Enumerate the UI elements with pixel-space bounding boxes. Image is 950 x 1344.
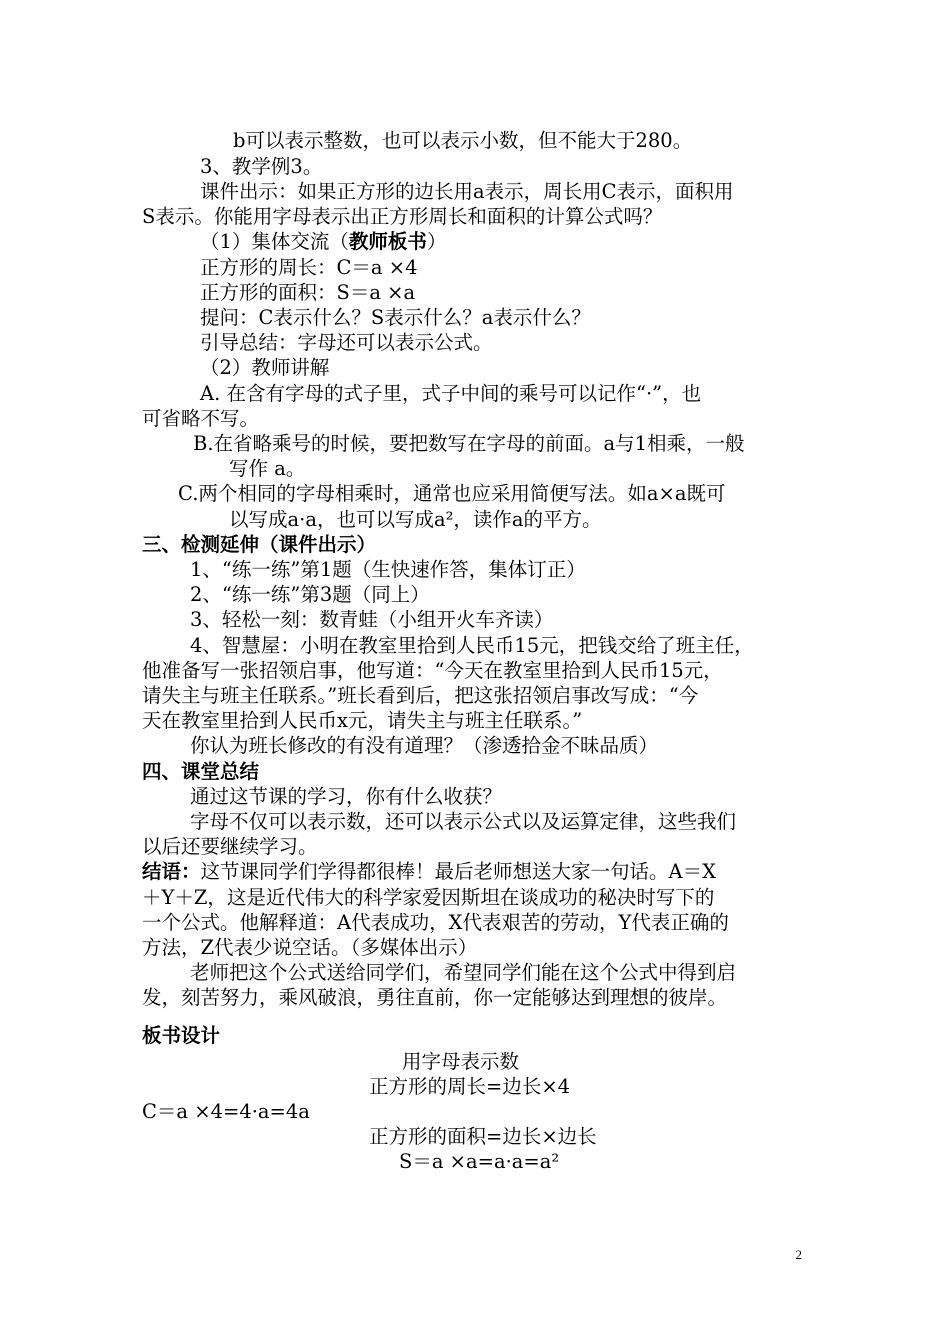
text-line: C.两个相同的字母相乘时，通常也应采用简便写法。如a×a既可 — [178, 482, 726, 505]
text-line: 他准备写一张招领启事，他写道：“今天在教室里拾到人民币15元， — [142, 659, 723, 682]
text-line — [142, 859, 716, 884]
section-heading-3: 三、检测延伸（课件出示） — [142, 533, 377, 556]
text-line: 一个公式。他解释道：A代表成功，X代表艰苦的劳动，Y代表正确的 — [142, 911, 729, 934]
board-design-heading: 板书设计 — [142, 1024, 221, 1047]
board-line: 正方形的面积=边长×边长 — [369, 1125, 597, 1148]
text-line: 老师把这个公式送给同学们，希望同学们能在这个公式中得到启 — [190, 961, 737, 984]
list-item: 1、“练一练”第1题（生快速作答，集体订正） — [190, 558, 586, 581]
text-span: ） — [426, 230, 447, 253]
text-line: 写作 a。 — [229, 457, 306, 480]
text-line: ＋Y＋Z，这是近代伟大的科学家爱因斯坦在谈成功的秘决时写下的 — [142, 886, 715, 909]
list-item: 3、轻松一刻：数青蛙（小组开火车齐读） — [190, 608, 554, 631]
text-line: 以写成a·a，也可以写成a²，读作a的平方。 — [229, 508, 602, 531]
text-line: 以后还要继续学习。 — [142, 835, 318, 858]
section-heading-4: 四、课堂总结 — [142, 760, 260, 783]
board-line: S＝a ×a=a·a=a² — [399, 1150, 560, 1173]
text-line: 请失主与班主任联系。”班长看到后，把这张招领启事改写成：“今 — [142, 684, 699, 707]
text-line: A. 在含有字母的式子里，式子中间的乘号可以记作“·”，也 — [200, 382, 702, 405]
text-line: 字母不仅可以表示数，还可以表示公式以及运算定律，这些我们 — [190, 810, 737, 833]
board-line: C＝a ×4=4·a=4a — [142, 1100, 310, 1123]
text-line: B.在省略乘号的时候，要把数写在字母的前面。a与1相乘，一般 — [193, 432, 745, 455]
text-line: 发，刻苦努力，乘风破浪，勇往直前，你一定能够达到理想的彼岸。 — [142, 986, 728, 1009]
text-span: （1）集体交流（ — [200, 230, 349, 253]
page-number: 2 — [795, 1247, 802, 1262]
text-line: b可以表示整数，也可以表示小数，但不能大于280。 — [233, 129, 693, 152]
text-line: 引导总结：字母还可以表示公式。 — [200, 331, 493, 354]
list-item: 2、“练一练”第3题（同上） — [190, 583, 430, 606]
text-line: 提问：C表示什么？S表示什么？a表示什么？ — [200, 306, 591, 329]
text-line: S表示。你能用字母表示出正方形周长和面积的计算公式吗？ — [142, 205, 663, 228]
board-title: 用字母表示数 — [402, 1050, 520, 1073]
formula-perimeter: 正方形的周长：C＝a ×4 — [200, 256, 418, 279]
text-line — [200, 229, 446, 254]
conclusion-label: 结语： — [142, 860, 201, 883]
bold-text: 教师板书 — [348, 230, 427, 253]
text-span: 这节课同学们学得都很棒！最后老师想送大家一句话。A＝X — [200, 860, 716, 883]
text-line: 方法，Z代表少说空话。（多媒体出示） — [142, 936, 478, 959]
list-item: 4、智慧屋：小明在教室里拾到人民币15元，把钱交给了班主任， — [190, 634, 754, 657]
text-line: 天在教室里拾到人民币x元，请失主与班主任联系。” — [142, 709, 583, 732]
text-line: 课件出示：如果正方形的边长用a表示，周长用C表示，面积用 — [200, 180, 734, 203]
text-line: （2）教师讲解 — [200, 356, 330, 379]
formula-area: 正方形的面积：S＝a ×a — [200, 281, 416, 304]
board-line: 正方形的周长=边长×4 — [369, 1075, 571, 1098]
text-line: 你认为班长修改的有没有道理？（渗透拾金不昧品质） — [190, 734, 659, 757]
text-line: 可省略不写。 — [142, 407, 260, 430]
text-line: 通过这节课的学习，你有什么收获？ — [190, 785, 503, 808]
section-example-3: 3、教学例3。 — [200, 155, 323, 178]
